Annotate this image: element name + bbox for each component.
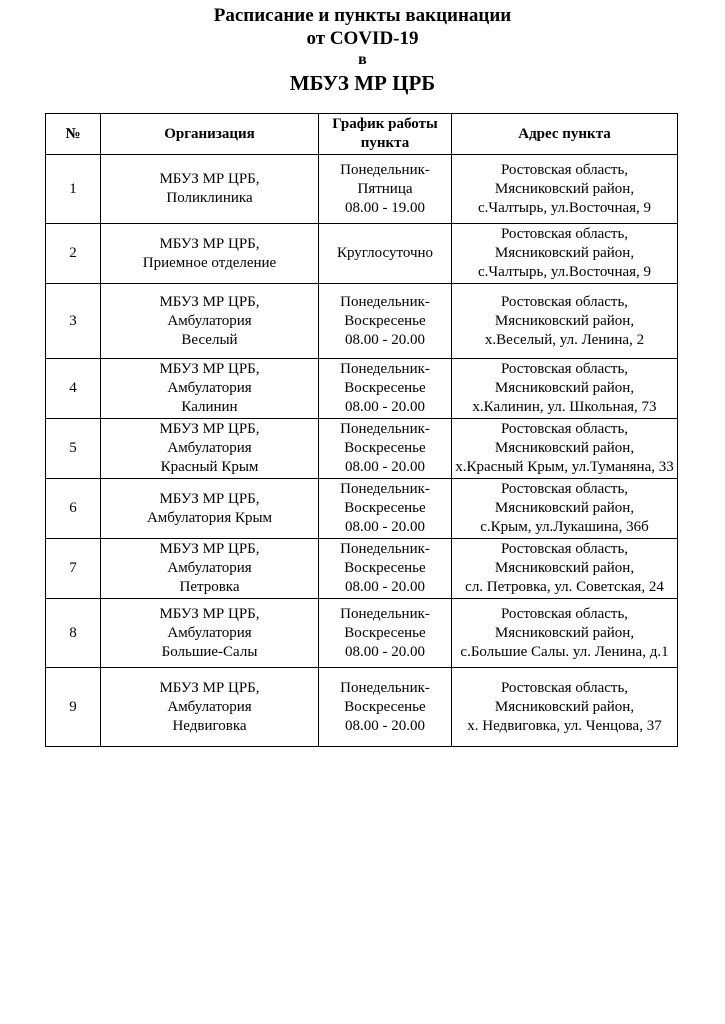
address-line: Ростовская область, xyxy=(500,481,629,497)
schedule-line: Понедельник- xyxy=(340,481,430,497)
cell-organization xyxy=(101,539,319,599)
schedule-line: Воскресенье xyxy=(344,500,426,516)
cell-organization xyxy=(101,224,319,284)
address-line: Мясниковский район, xyxy=(494,312,635,329)
address-line: Мясниковский район, xyxy=(494,380,635,396)
schedule-line: 08.00 - 20.00 xyxy=(345,643,425,660)
schedule-line: Понедельник- xyxy=(340,421,430,437)
address-line: Мясниковский район, xyxy=(494,560,635,576)
cell-schedule xyxy=(319,479,452,539)
cell-number: 6 xyxy=(46,479,101,539)
schedule-line: Понедельник- xyxy=(340,361,430,377)
schedule-line: Воскресенье xyxy=(344,380,426,396)
org-line: МБУЗ МР ЦРБ, xyxy=(159,605,260,622)
table-header-row xyxy=(46,114,678,155)
cell-address xyxy=(452,224,678,284)
header-address: Адрес пункта xyxy=(452,114,678,155)
address-line: х. Недвиговка, ул. Ченцова, 37 xyxy=(467,717,662,734)
address-line: Ростовская область, xyxy=(500,226,629,242)
schedule-line: Понедельник- xyxy=(340,293,430,310)
address-line: Мясниковский район, xyxy=(494,624,635,641)
schedule-line: Воскресенье xyxy=(344,440,426,456)
title-line-1: Расписание и пункты вакцинации xyxy=(213,5,512,26)
org-line: Амбулатория xyxy=(167,380,252,396)
cell-address xyxy=(452,668,678,747)
org-line: Петровка xyxy=(179,579,240,595)
table-row xyxy=(46,419,678,479)
address-line: Ростовская область, xyxy=(500,361,629,377)
schedule-line: Понедельник- xyxy=(340,605,430,622)
schedule-line: Круглосуточно xyxy=(336,245,434,261)
document-title xyxy=(0,4,725,96)
org-line: Веселый xyxy=(181,331,238,348)
address-line: Мясниковский район, xyxy=(494,180,635,197)
org-line: МБУЗ МР ЦРБ, xyxy=(159,490,260,507)
org-line: МБУЗ МР ЦРБ, xyxy=(159,171,260,187)
schedule-line: 08.00 - 20.00 xyxy=(345,717,425,734)
schedule-line: Пятница xyxy=(357,180,413,197)
schedule-line: 08.00 - 20.00 xyxy=(345,519,425,535)
table-row xyxy=(46,284,678,359)
address-line: Мясниковский район, xyxy=(494,698,635,715)
address-line: Ростовская область, xyxy=(500,679,629,696)
schedule-line: Воскресенье xyxy=(344,312,426,329)
address-line: с.Чалтырь, ул.Восточная, 9 xyxy=(477,264,652,280)
cell-address xyxy=(452,539,678,599)
org-line: МБУЗ МР ЦРБ, xyxy=(159,421,260,437)
address-line: с.Крым, ул.Лукашина, 36б xyxy=(480,519,649,535)
cell-schedule xyxy=(319,668,452,747)
cell-number: 4 xyxy=(46,359,101,419)
title-line-2: от COVID-19 xyxy=(306,28,419,49)
schedule-line: 08.00 - 19.00 xyxy=(345,199,425,216)
cell-number: 3 xyxy=(46,284,101,359)
table-row xyxy=(46,359,678,419)
address-line: Мясниковский район, xyxy=(494,500,635,516)
header-organization: Организация xyxy=(101,114,319,155)
org-line: Амбулатория xyxy=(167,560,252,576)
org-line: Амбулатория xyxy=(167,624,252,641)
org-line: МБУЗ МР ЦРБ, xyxy=(159,541,260,557)
org-line: Амбулатория xyxy=(167,698,252,715)
table-row xyxy=(46,224,678,284)
cell-number: 5 xyxy=(46,419,101,479)
cell-address xyxy=(452,359,678,419)
cell-schedule xyxy=(319,539,452,599)
org-line: МБУЗ МР ЦРБ, xyxy=(159,361,260,377)
address-line: Ростовская область, xyxy=(500,541,629,557)
table-row xyxy=(46,599,678,668)
cell-organization xyxy=(101,359,319,419)
cell-address xyxy=(452,599,678,668)
address-line: х.Калинин, ул. Школьная, 73 xyxy=(472,399,657,415)
org-line: Недвиговка xyxy=(172,717,247,734)
address-line: Ростовская область, xyxy=(500,605,629,622)
cell-organization xyxy=(101,668,319,747)
cell-number: 7 xyxy=(46,539,101,599)
schedule-line: Воскресенье xyxy=(344,560,426,576)
org-line: Калинин xyxy=(181,399,238,415)
schedule-line: Воскресенье xyxy=(344,698,426,715)
cell-address xyxy=(452,284,678,359)
org-line: Большие-Салы xyxy=(161,643,258,660)
schedule-line: 08.00 - 20.00 xyxy=(345,399,425,415)
address-line: Ростовская область, xyxy=(500,421,629,437)
org-line: МБУЗ МР ЦРБ, xyxy=(159,679,260,696)
table-row xyxy=(46,155,678,224)
schedule-line: Понедельник- xyxy=(340,161,430,178)
cell-number: 8 xyxy=(46,599,101,668)
cell-organization xyxy=(101,479,319,539)
org-line: Красный Крым xyxy=(160,459,259,475)
schedule-line: Понедельник- xyxy=(340,679,430,696)
org-line: Амбулатория xyxy=(167,440,252,456)
org-line: МБУЗ МР ЦРБ, xyxy=(159,235,260,252)
cell-number: 1 xyxy=(46,155,101,224)
address-line: с.Большие Салы. ул. Ленина, д.1 xyxy=(460,643,669,660)
cell-schedule xyxy=(319,359,452,419)
table-row xyxy=(46,668,678,747)
header-schedule-line-1: График работы xyxy=(332,116,438,132)
cell-address xyxy=(452,155,678,224)
cell-schedule xyxy=(319,419,452,479)
schedule-line: 08.00 - 20.00 xyxy=(345,579,425,595)
cell-organization xyxy=(101,155,319,224)
table-row xyxy=(46,539,678,599)
cell-address xyxy=(452,419,678,479)
address-line: Ростовская область, xyxy=(500,161,629,178)
address-line: х.Веселый, ул. Ленина, 2 xyxy=(484,331,645,348)
schedule-line: 08.00 - 20.00 xyxy=(345,331,425,348)
cell-organization xyxy=(101,284,319,359)
cell-address xyxy=(452,479,678,539)
org-line: МБУЗ МР ЦРБ, xyxy=(159,293,260,310)
address-line: Ростовская область, xyxy=(500,293,629,310)
org-line: Приемное отделение xyxy=(142,254,277,271)
cell-number: 9 xyxy=(46,668,101,747)
table-row xyxy=(46,479,678,539)
schedule-line: Воскресенье xyxy=(344,624,426,641)
cell-schedule xyxy=(319,599,452,668)
title-line-4: МБУЗ МР ЦРБ xyxy=(289,71,436,95)
org-line: Поликлиника xyxy=(166,190,253,206)
cell-organization xyxy=(101,599,319,668)
cell-number: 2 xyxy=(46,224,101,284)
header-schedule-line-2: пункта xyxy=(360,135,410,151)
header-schedule xyxy=(319,114,452,155)
cell-organization xyxy=(101,419,319,479)
title-line-3: в xyxy=(358,51,367,68)
address-line: х.Красный Крым, ул.Туманяна, 33 xyxy=(455,459,674,475)
cell-schedule xyxy=(319,284,452,359)
schedule-line: 08.00 - 20.00 xyxy=(345,459,425,475)
address-line: с.Чалтырь, ул.Восточная, 9 xyxy=(477,199,652,216)
cell-schedule xyxy=(319,155,452,224)
org-line: Амбулатория Крым xyxy=(146,509,273,526)
header-number: № xyxy=(46,114,101,155)
cell-schedule xyxy=(319,224,452,284)
address-line: Мясниковский район, xyxy=(494,245,635,261)
schedule-line: Понедельник- xyxy=(340,541,430,557)
address-line: Мясниковский район, xyxy=(494,440,635,456)
vaccination-schedule-table xyxy=(45,113,678,747)
org-line: Амбулатория xyxy=(167,312,252,329)
address-line: сл. Петровка, ул. Советская, 24 xyxy=(465,579,664,595)
